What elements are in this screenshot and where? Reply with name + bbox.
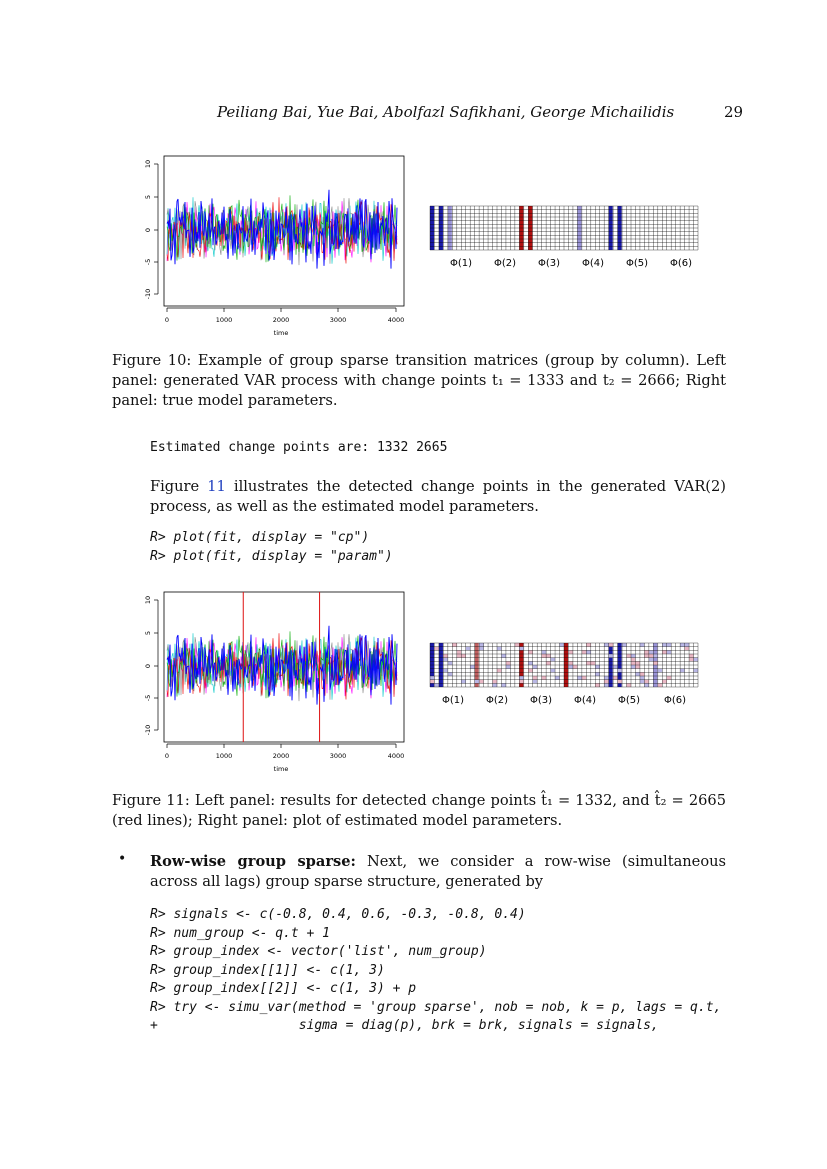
bullet-paragraph: Row-wise group sparse: Next, we consider a row-wise (simultaneous across all lags) group sparse structure, generated by <box>150 853 726 890</box>
matrix-label: Φ(5) <box>626 258 649 269</box>
y-tick-label: 5 <box>144 194 152 200</box>
matrix-cell <box>667 643 671 647</box>
code-block: R> plot(fit, display = "cp") R> plot(fit, display = "param") <box>150 530 393 564</box>
matrix-cell <box>618 680 622 684</box>
x-axis-label: time <box>273 765 289 773</box>
matrix-cell <box>618 669 622 673</box>
matrix-cell <box>653 654 657 658</box>
matrix-cell <box>627 683 631 687</box>
figure11-caption: Figure 11: Left panel: results for detected change points t̂₁ = 1332, and t̂₂ = 2665 (red lines); Right panel: plot of estimated model parameters. <box>112 792 726 829</box>
matrix-cell <box>568 650 572 654</box>
fig10-parameter-matrix <box>428 200 703 275</box>
matrix-cell <box>644 683 648 687</box>
x-tick-label: 2000 <box>272 316 290 324</box>
matrix-cell <box>640 643 644 647</box>
matrix-cell <box>595 683 599 687</box>
matrix-cell <box>501 683 505 687</box>
y-tick-label: 10 <box>144 159 152 169</box>
matrix-label: Φ(2) <box>486 695 509 706</box>
matrix-cell <box>649 650 653 654</box>
fig11-timeseries-plot <box>140 586 415 776</box>
matrix-cell <box>448 672 452 676</box>
matrix-cell <box>631 665 635 669</box>
matrix-label: Φ(3) <box>538 258 561 269</box>
matrix-cell <box>582 650 586 654</box>
console-output: Estimated change points are: 1332 2665 <box>150 440 448 455</box>
fig11-series-traces <box>167 626 397 705</box>
matrix-cell <box>479 680 483 684</box>
matrix-cell <box>609 643 613 647</box>
matrix-cell <box>497 669 501 673</box>
matrix-cell <box>573 665 577 669</box>
x-tick-label: 3000 <box>329 752 347 760</box>
x-tick-label: 4000 <box>387 316 405 324</box>
matrix-cell <box>609 654 613 658</box>
matrix-cell <box>627 654 631 658</box>
matrix-cell <box>640 680 644 684</box>
matrix-cell <box>542 654 546 658</box>
matrix-label: Φ(6) <box>664 695 687 706</box>
matrix-cell <box>506 665 510 669</box>
figure10-caption: Figure 10: Example of group sparse transition matrices (group by column). Left panel: generated VAR process with change points t₁ = 1333 and t₂ = 2666; Right panel: true model parameters. <box>112 352 726 409</box>
matrix-cell <box>519 676 523 680</box>
x-axis-label: time <box>273 329 289 337</box>
matrix-cell <box>586 661 590 665</box>
matrix-cell <box>631 661 635 665</box>
matrix-cell <box>443 654 447 658</box>
matrix-cell <box>551 669 555 673</box>
y-tick-label: 10 <box>144 595 152 605</box>
y-tick-label: 0 <box>144 663 152 669</box>
matrix-cell <box>443 669 447 673</box>
matrix-cell <box>466 647 470 651</box>
matrix-cell <box>479 647 483 651</box>
x-tick-label: 3000 <box>329 316 347 324</box>
matrix-label: Φ(1) <box>442 695 465 706</box>
matrix-label: Φ(4) <box>574 695 597 706</box>
x-tick-label: 0 <box>164 752 170 760</box>
fig11-parameter-matrix <box>428 637 703 712</box>
matrix-cell <box>475 680 479 684</box>
matrix-cell <box>658 683 662 687</box>
fig10-xaxis <box>167 308 396 312</box>
running-header: Peiliang Bai, Yue Bai, Abolfazl Safikhani, George Michailidis <box>217 103 675 121</box>
matrix-cell <box>582 676 586 680</box>
matrix-cell <box>551 658 555 662</box>
matrix-cell <box>680 669 684 673</box>
y-tick-label: -5 <box>144 258 152 266</box>
matrix-cell <box>443 658 447 662</box>
matrix-cell <box>479 643 483 647</box>
matrix-label: Φ(5) <box>618 695 641 706</box>
matrix-cell <box>640 676 644 680</box>
matrix-cell <box>528 661 532 665</box>
matrix-cell <box>568 665 572 669</box>
y-tick-label: -5 <box>144 694 152 702</box>
matrix-cell <box>434 683 438 687</box>
matrix-cell <box>649 654 653 658</box>
matrix-cell <box>604 683 608 687</box>
matrix-cell <box>622 643 626 647</box>
matrix-cell <box>653 661 657 665</box>
matrix-cell <box>519 647 523 651</box>
x-tick-label: 0 <box>164 316 170 324</box>
matrix-cell <box>685 643 689 647</box>
matrix-cell <box>555 676 559 680</box>
matrix-cell <box>533 676 537 680</box>
matrix-cell <box>658 669 662 673</box>
bullet-marker: • <box>118 851 127 867</box>
matrix-cell <box>457 654 461 658</box>
x-tick-label: 1000 <box>215 316 233 324</box>
matrix-cell <box>595 665 599 669</box>
matrix-cell <box>470 665 474 669</box>
matrix-cell <box>635 661 639 665</box>
x-tick-label: 4000 <box>387 752 405 760</box>
matrix-cell <box>604 643 608 647</box>
x-tick-label: 2000 <box>272 752 290 760</box>
matrix-cell <box>546 654 550 658</box>
matrix-cell <box>694 669 698 673</box>
matrix-cell <box>542 650 546 654</box>
matrix-cell <box>506 661 510 665</box>
matrix-cell <box>662 680 666 684</box>
figure-ref-link[interactable]: 11 <box>207 478 226 495</box>
bullet-title: Row-wise group sparse: <box>150 853 356 870</box>
matrix-cell <box>644 680 648 684</box>
matrix-cell <box>546 661 550 665</box>
matrix-cell <box>591 661 595 665</box>
page-number: 29 <box>724 103 744 121</box>
matrix-cell <box>635 672 639 676</box>
fig10-series-traces <box>167 190 397 269</box>
matrix-cell <box>461 680 465 684</box>
matrix-cell <box>452 643 456 647</box>
matrix-cell <box>515 643 519 647</box>
fig11-matrix-grid <box>430 643 698 687</box>
matrix-cell <box>604 680 608 684</box>
paragraph: Figure 11 illustrates the detected change points in the generated VAR(2) process, as well as the estimated model parameters. <box>150 478 726 515</box>
matrix-label: Φ(3) <box>530 695 553 706</box>
matrix-cell <box>680 643 684 647</box>
x-tick-label: 1000 <box>215 752 233 760</box>
matrix-label: Φ(4) <box>582 258 605 269</box>
matrix-cell <box>586 643 590 647</box>
matrix-cell <box>448 661 452 665</box>
code-block: R> signals <- c(-0.8, 0.4, 0.6, -0.3, -0.8, 0.4) R> num_group <- q.t + 1 R> group_index <- vector('list', num_group) R> group_index[[1]] <- c(1, 3) R> group_index[[2]] <- c(1, 3) + p R> try <- simu_var(method = 'group sparse', nob = nob, k = p, lags = q.t, + sigma = diag(p), brk = brk, signals = signals, <box>150 907 722 1033</box>
matrix-cell <box>644 650 648 654</box>
matrix-cell <box>560 643 564 647</box>
matrix-cell <box>667 676 671 680</box>
matrix-label: Φ(6) <box>670 258 693 269</box>
matrix-cell <box>533 665 537 669</box>
matrix-cell <box>568 661 572 665</box>
matrix-cell <box>694 658 698 662</box>
matrix-cell <box>662 650 666 654</box>
matrix-cell <box>434 647 438 651</box>
matrix-cell <box>644 654 648 658</box>
matrix-cell <box>528 650 532 654</box>
matrix-cell <box>457 650 461 654</box>
matrix-cell <box>635 665 639 669</box>
matrix-cell <box>493 683 497 687</box>
matrix-cell <box>613 665 617 669</box>
y-tick-label: 5 <box>144 630 152 636</box>
matrix-cell <box>577 676 581 680</box>
matrix-cell <box>542 676 546 680</box>
matrix-cell <box>640 672 644 676</box>
y-tick-label: -10 <box>144 724 152 736</box>
fig10-matrix-grid <box>430 206 698 250</box>
matrix-label: Φ(2) <box>494 258 517 269</box>
matrix-cell <box>662 643 666 647</box>
matrix-cell <box>667 650 671 654</box>
matrix-cell <box>528 669 532 673</box>
matrix-cell <box>497 647 501 651</box>
y-tick-label: 0 <box>144 227 152 233</box>
matrix-cell <box>595 672 599 676</box>
matrix-cell <box>586 650 590 654</box>
matrix-cell <box>461 654 465 658</box>
matrix-cell <box>649 658 653 662</box>
matrix-cell <box>493 680 497 684</box>
matrix-cell <box>613 676 617 680</box>
matrix-cell <box>689 654 693 658</box>
matrix-cell <box>430 676 434 680</box>
matrix-cell <box>631 654 635 658</box>
fig10-timeseries-plot <box>140 150 415 340</box>
y-tick-label: -10 <box>144 288 152 300</box>
matrix-cell <box>533 680 537 684</box>
matrix-label: Φ(1) <box>450 258 473 269</box>
matrix-cell <box>501 654 505 658</box>
matrix-cell <box>689 658 693 662</box>
matrix-cell <box>604 676 608 680</box>
matrix-cell <box>430 680 434 684</box>
matrix-cell <box>631 658 635 662</box>
matrix-cell <box>519 680 523 684</box>
matrix-cell <box>685 647 689 651</box>
